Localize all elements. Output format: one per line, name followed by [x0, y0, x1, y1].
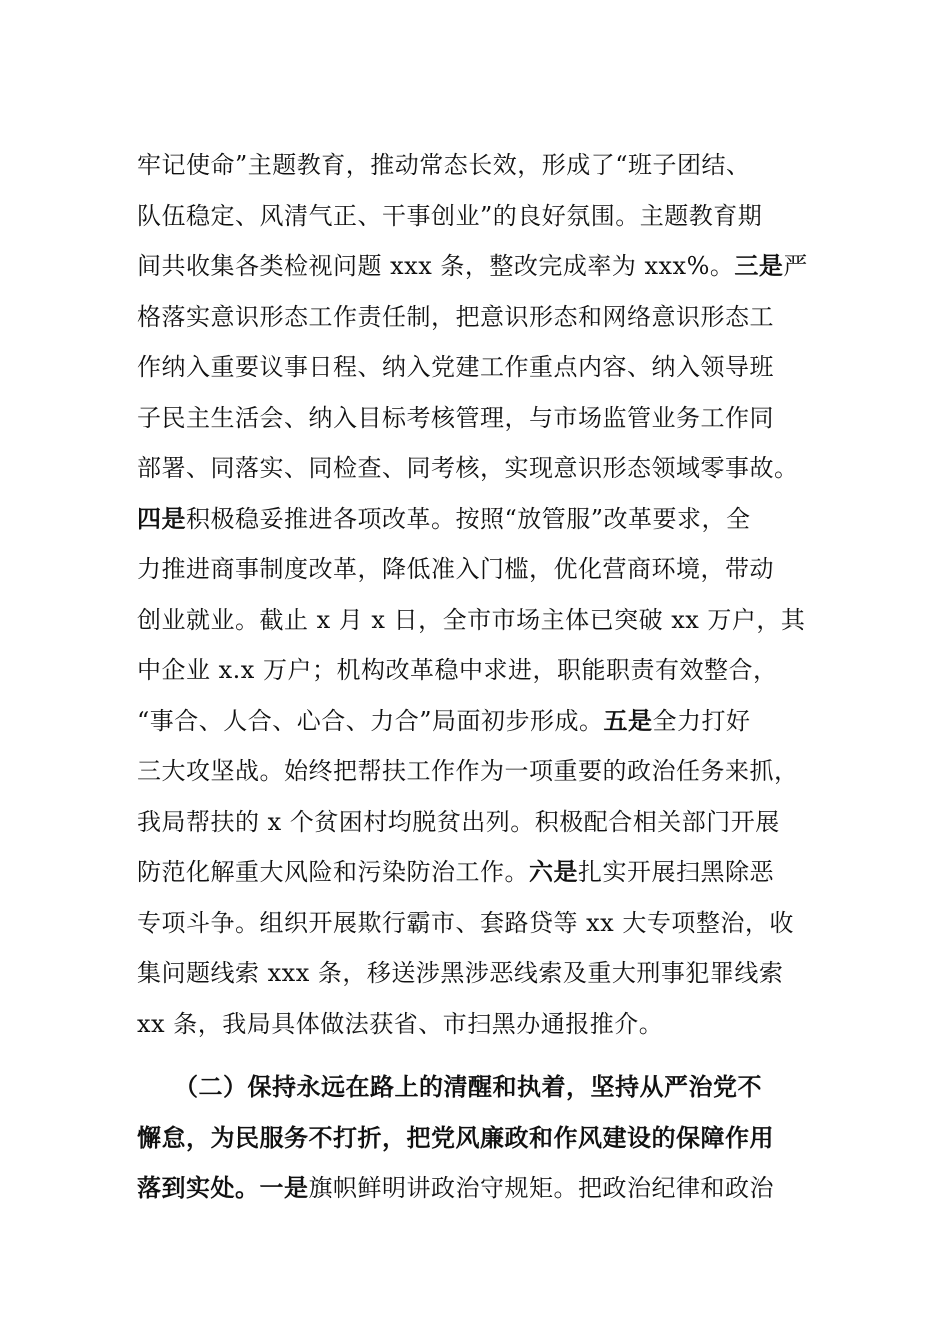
text-line — [137, 898, 827, 949]
text-segment: 全力打好 — [652, 706, 751, 735]
bold-text-segment: 三是 — [734, 251, 784, 280]
text-segment: 防范化解重大风险和污染防治工作。 — [137, 858, 529, 886]
text-line — [137, 999, 827, 1050]
document-body — [137, 140, 827, 1214]
bold-text-segment: 五是 — [603, 705, 653, 735]
text-line — [137, 1113, 827, 1164]
text-segment: 集问题线索 xxx 条，移送涉黑涉恶线索及重大刑事犯罪线索 — [137, 959, 784, 987]
text-line — [137, 595, 827, 646]
text-line — [137, 696, 827, 747]
text-segment: 中企业 x.x 万户；机构改革稳中求进，职能职责有效整合， — [137, 656, 778, 684]
text-line — [137, 847, 827, 898]
text-line — [137, 645, 827, 696]
text-line — [137, 1062, 827, 1113]
text-segment: 三大攻坚战。始终把帮扶工作作为一项重要的政治任务来抓， — [137, 757, 799, 785]
text-segment: 创业就业。截止 x 月 x 日，全市市场主体已突破 xx 万户，其 — [137, 605, 806, 634]
text-segment: 子民主生活会、纳入目标考核管理，与市场监管业务工作同 — [137, 403, 774, 432]
text-line — [137, 948, 827, 999]
text-segment: 严 — [783, 252, 808, 280]
bold-text-segment: 四是 — [137, 503, 186, 533]
text-segment: 间共收集各类检视问题 xxx 条，整改完成率为 xxx%。 — [137, 252, 735, 280]
text-line — [137, 1163, 827, 1214]
text-segment: 格落实意识形态工作责任制，把意识形态和网络意识形态工 — [137, 302, 774, 331]
text-line — [137, 494, 827, 545]
text-line — [137, 191, 827, 242]
text-line — [137, 746, 827, 797]
text-line — [137, 797, 827, 848]
text-segment: 我局帮扶的 x 个贫困村均脱贫出列。积极配合相关部门开展 — [137, 807, 780, 836]
text-segment: 专项斗争。组织开展欺行霸市、套路贷等 xx 大专项整治，收 — [137, 908, 794, 937]
text-segment: 部署、同落实、同检查、同考核，实现意识形态领域零事故。 — [137, 454, 799, 482]
text-segment: 队伍稳定、风清气正、干事创业”的良好氛围。主题教育期 — [137, 201, 763, 230]
text-line — [137, 292, 827, 343]
bold-text-segment: 六是 — [529, 857, 578, 886]
bold-text-segment: （二）保持永远在路上的清醒和执着，坚持从严治党不 — [137, 1072, 762, 1101]
text-line — [137, 544, 827, 595]
text-line — [137, 393, 827, 444]
text-line — [137, 140, 827, 191]
text-line — [137, 241, 827, 292]
text-segment: 积极稳妥推进各项改革。按照“放管服”改革要求，全 — [186, 504, 751, 533]
text-segment: 扎实开展扫黑除恶 — [578, 858, 774, 886]
text-segment: 牢记使命”主题教育，推动常态长效，形成了“班子团结、 — [137, 151, 751, 179]
bold-text-segment: 懈怠，为民服务不打折，把党风廉政和作风建设的保障作用 — [137, 1122, 774, 1152]
text-segment: 力推进商事制度改革，降低准入门槛，优化营商环境，带动 — [137, 555, 774, 583]
text-segment: “事合、人合、心合、力合”局面初步形成。 — [137, 706, 604, 735]
text-line — [137, 443, 827, 494]
text-line — [137, 342, 827, 393]
text-segment: 旗帜鲜明讲政治守规矩。把政治纪律和政治 — [308, 1174, 774, 1202]
bold-text-segment: 落到实处。一是 — [137, 1173, 309, 1202]
text-segment: xx 条，我局具体做法获省、市扫黑办通报推介。 — [137, 1009, 664, 1038]
text-segment: 作纳入重要议事日程、纳入党建工作重点内容、纳入领导班 — [137, 353, 774, 381]
